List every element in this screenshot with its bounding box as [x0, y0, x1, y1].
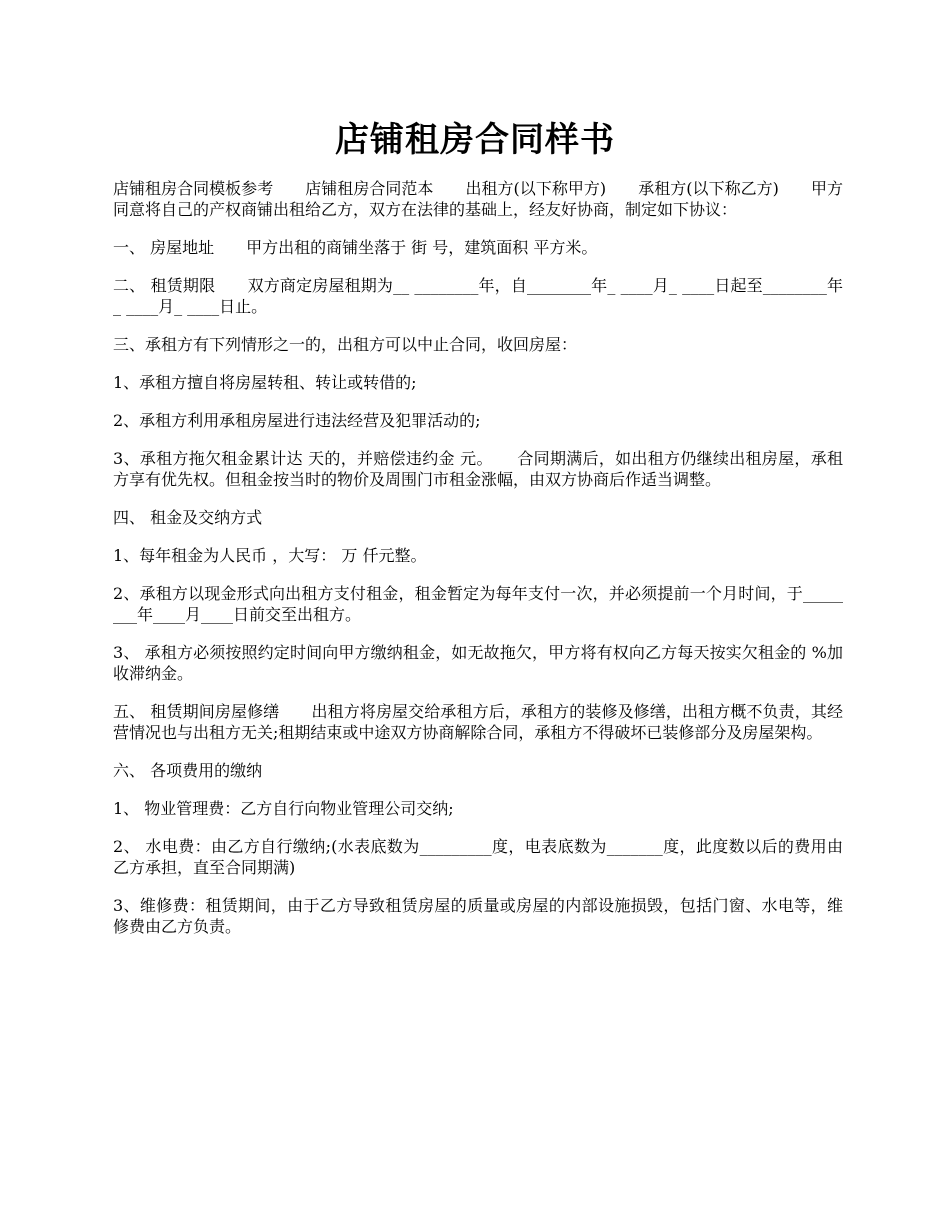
paragraph-section-1-address: 一、 房屋地址 甲方出租的商铺坐落于 街 号，建筑面积 平方米。 [113, 238, 598, 257]
paragraph-clause-6-2: 2、 水电费：由乙方自行缴纳;(水表底数为_________度，电表底数为_______度，此度数以后的费用由乙方承担，直至合同期满) [113, 837, 843, 877]
paragraph-section-3-termination: 三、承租方有下列情形之一的，出租方可以中止合同，收回房屋： [113, 335, 578, 354]
paragraph-clause-6-1: 1、 物业管理费：乙方自行向物业管理公司交纳; [113, 799, 454, 818]
paragraph-clause-3-3: 3、承租方拖欠租金累计达 天的，并赔偿违约金 元。 合同期满后，如出租方仍继续出租房屋，承租方享有优先权。但租金按当时的物价及周围门市租金涨幅，由双方协商后作适当调整。 [113, 449, 843, 489]
paragraph-clause-4-2: 2、承租方以现金形式向出租方支付租金，租金暂定为每年支付一次，并必须提前一个月时间，于________年____月____日前交至出租方。 [113, 584, 843, 624]
paragraph-section-6-fees: 六、 各项费用的缴纳 [113, 761, 263, 780]
paragraph-section-2-lease-term: 二、 租赁期限 双方商定房屋租期为__ ________年，自________年_ ____月_ ____日起至________年_ ____月_ ____日止。 [113, 276, 843, 316]
paragraph-clause-3-2: 2、承租方利用承租房屋进行违法经营及犯罪活动的; [113, 411, 481, 430]
paragraph-clause-3-1: 1、承租方擅自将房屋转租、转让或转借的; [113, 373, 417, 392]
paragraph-clause-6-3: 3、维修费：租赁期间，由于乙方导致租赁房屋的质量或房屋的内部设施损毁，包括门窗、水电等，维修费由乙方负责。 [113, 896, 843, 936]
document-body [113, 178, 843, 954]
paragraph-section-5-repairs: 五、 租赁期间房屋修缮 出租方将房屋交给承租方后，承租方的装修及修缮，出租方概不负责，其经营情况也与出租方无关;租期结束或中途双方协商解除合同，承租方不得破坏已装修部分及房屋架构。 [113, 702, 843, 742]
document-title: 店铺租房合同样书 [335, 120, 615, 160]
paragraph-intro: 店铺租房合同模板参考 店铺租房合同范本 出租方(以下称甲方) 承租方(以下称乙方) 甲方同意将自己的产权商铺出租给乙方，双方在法律的基础上，经友好协商，制定如下协议： [113, 179, 843, 219]
paragraph-section-4-rent: 四、 租金及交纳方式 [113, 508, 263, 527]
paragraph-clause-4-3: 3、 承租方必须按照约定时间向甲方缴纳租金，如无故拖欠，甲方将有权向乙方每天按实欠租金的 %加收滞纳金。 [113, 643, 843, 683]
paragraph-clause-4-1: 1、每年租金为人民币 ，大写： 万 仟元整。 [113, 546, 427, 565]
